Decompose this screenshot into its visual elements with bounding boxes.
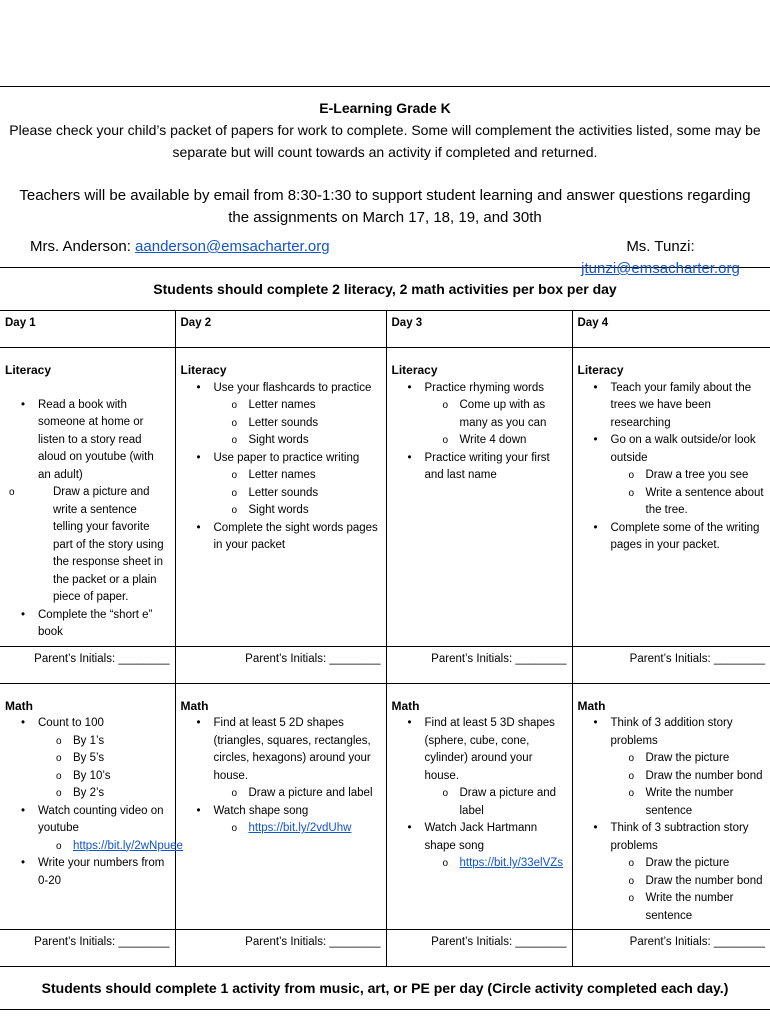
math-initials-row xyxy=(0,930,770,967)
list-item: o Draw the picture xyxy=(578,750,766,768)
list-item: o By 2’s xyxy=(5,785,170,803)
list-item: • Watch Jack Hartmann shape song xyxy=(392,820,567,855)
day-1-math xyxy=(0,683,183,930)
list-item: • Complete some of the writing pages in your packet. xyxy=(578,520,766,555)
list-item: o Draw the number bond xyxy=(578,873,766,891)
list-item: o Write a sentence about the tree. xyxy=(578,485,766,520)
daily-requirement-banner: Students should complete 2 literacy, 2 math activities per box per day xyxy=(0,268,770,311)
math-heading: Math xyxy=(391,698,420,713)
list-item: o Draw a picture and label xyxy=(392,785,567,820)
list-item: • Practice writing your first and last name xyxy=(392,450,567,485)
day-4-math xyxy=(572,683,770,930)
list-item: o Letter names xyxy=(181,467,381,485)
parent-initials-field[interactable]: Parent’s Initials: ________ xyxy=(0,646,175,683)
hartmann-shape-song-link[interactable]: https://bit.ly/33elVZs xyxy=(459,857,564,869)
list-item: • Think of 3 addition story problems xyxy=(578,715,766,750)
list-item: o Sight words xyxy=(181,502,381,520)
day-4-header: Day 4 xyxy=(572,311,770,348)
list-item: o Sight words xyxy=(181,432,381,450)
list-item: • Find at least 5 2D shapes (triangles, squares, rectangles, circles, hexagons) around your house. xyxy=(181,715,381,785)
list-item: • Watch shape song xyxy=(181,803,381,821)
literacy-heading: Literacy xyxy=(5,363,52,377)
parent-initials-field[interactable]: Parent’s Initials: ________ xyxy=(0,930,175,967)
list-item xyxy=(5,838,183,856)
literacy-heading: Literacy xyxy=(391,363,438,377)
specials-requirement-banner: Students should complete 1 activity from music, art, or PE per day (Circle activity completed each day.) xyxy=(41,980,729,996)
list-item: o Come up with as many as you can xyxy=(392,397,567,432)
parent-initials-field[interactable]: Parent’s Initials: ________ xyxy=(175,930,386,967)
list-item: o By 10’s xyxy=(5,768,170,786)
day-3-header: Day 3 xyxy=(386,311,572,348)
list-item: o Letter sounds xyxy=(181,485,381,503)
list-item: o Draw the picture xyxy=(578,855,766,873)
list-item: o Draw a picture and label xyxy=(181,785,381,803)
parent-initials-field[interactable]: Parent’s Initials: ________ xyxy=(175,646,386,683)
parent-initials-field[interactable]: Parent’s Initials: ________ xyxy=(572,646,770,683)
list-item xyxy=(181,820,381,838)
day-4-literacy xyxy=(572,348,770,647)
math-row xyxy=(0,683,770,930)
contact-tunzi-label: Ms. Tunzi: xyxy=(626,238,695,255)
counting-video-link[interactable]: https://bit.ly/2wNpuee xyxy=(73,839,183,852)
list-item: • Find at least 5 3D shapes (sphere, cube, cone, cylinder) around your house. xyxy=(392,715,567,785)
contact-anderson-label: Mrs. Anderson: xyxy=(30,238,136,255)
list-item: o Draw a picture and write a sentence telling your favorite part of the story using the response sheet in the packet or a plain piece of paper. xyxy=(9,486,164,603)
list-item: • Use your flashcards to practice xyxy=(181,380,381,398)
shape-song-link[interactable]: https://bit.ly/2vdUhw xyxy=(248,822,352,834)
day-header-row xyxy=(0,311,770,348)
document-header xyxy=(0,87,770,277)
list-item: • Teach your family about the trees we have been researching xyxy=(578,380,766,433)
literacy-row xyxy=(0,348,770,647)
list-item: • Read a book with someone at home or listen to a story read aloud on youtube (with an adult) xyxy=(5,397,170,485)
list-item: • Complete the sight words pages in your packet xyxy=(181,520,381,555)
day-2-literacy xyxy=(175,348,386,647)
literacy-heading: Literacy xyxy=(180,363,227,377)
parent-initials-field[interactable]: Parent’s Initials: ________ xyxy=(386,646,572,683)
day-2-header: Day 2 xyxy=(175,311,386,348)
list-item: o By 1’s xyxy=(5,733,170,751)
list-item: • Watch counting video on youtube xyxy=(5,803,170,838)
contact-anderson xyxy=(30,236,330,258)
list-item: o Letter names xyxy=(181,397,381,415)
list-item: o Draw the number bond xyxy=(578,768,766,786)
list-item: • Go on a walk outside/or look outside xyxy=(578,432,766,467)
day-3-literacy xyxy=(386,348,572,647)
math-heading: Math xyxy=(5,698,33,713)
list-item: o Letter sounds xyxy=(181,415,381,433)
list-item: • Write your numbers from 0-20 xyxy=(5,855,170,890)
list-item: o Draw a tree you see xyxy=(578,467,766,485)
tunzi-email-link[interactable]: jtunzi@emsacharter.org xyxy=(581,260,740,277)
list-item: • Practice rhyming words xyxy=(392,380,567,398)
parent-initials-field[interactable]: Parent’s Initials: ________ xyxy=(572,930,770,967)
list-item: o Write the number sentence xyxy=(578,785,766,820)
activity-grid xyxy=(0,311,770,967)
availability-text: Teachers will be available by email from 8:30-1:30 to support student learning and answer questions regarding the assignments on March 17, 18, 19, and 30th xyxy=(19,187,751,226)
parent-initials-field[interactable]: Parent’s Initials: ________ xyxy=(386,930,572,967)
contact-tunzi xyxy=(551,236,770,280)
day-3-math xyxy=(386,683,572,930)
math-heading: Math xyxy=(180,698,209,713)
assignment-document xyxy=(0,86,770,1010)
document-title: E-Learning Grade K xyxy=(319,100,451,116)
list-item: • Complete the “short e” book xyxy=(5,607,170,642)
list-item: • Use paper to practice writing xyxy=(181,450,381,468)
day-1-literacy xyxy=(0,348,175,647)
list-item: • Count to 100 xyxy=(5,715,170,733)
list-item xyxy=(392,855,567,873)
literacy-initials-row xyxy=(0,646,770,683)
list-item: o Write the number sentence xyxy=(578,890,766,925)
intro-text: Please check your child’s packet of papers for work to complete. Some will complement the activities listed, some may be separate but will count towards an activity if completed and returned. xyxy=(9,122,761,160)
anderson-email-link[interactable]: aanderson@emsacharter.org xyxy=(135,238,330,255)
list-item: o By 5’s xyxy=(5,750,170,768)
literacy-heading: Literacy xyxy=(577,363,624,377)
math-heading: Math xyxy=(577,698,606,713)
list-item: • Think of 3 subtraction story problems xyxy=(578,820,766,855)
day-2-math xyxy=(175,683,386,930)
list-item: o Write 4 down xyxy=(392,432,567,450)
day-1-header: Day 1 xyxy=(0,311,175,348)
